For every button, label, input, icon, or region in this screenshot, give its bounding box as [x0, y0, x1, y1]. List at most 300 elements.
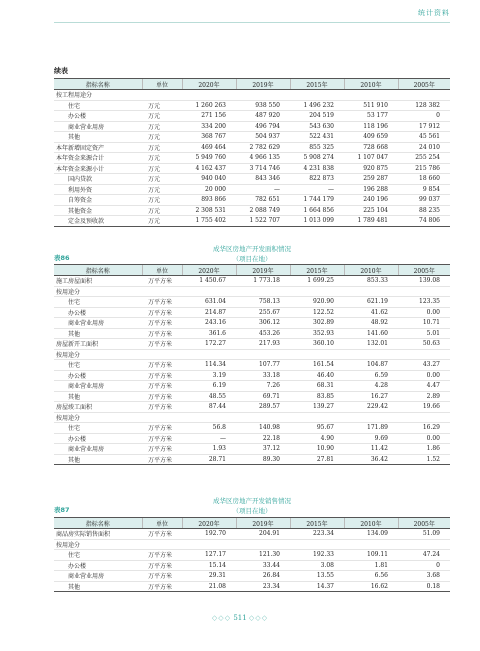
value-cell [398, 286, 450, 297]
row-unit: 万平方米 [142, 360, 182, 371]
row-label: 其他 [54, 581, 142, 592]
value-cell: 43.27 [398, 360, 450, 371]
row-label: 办公楼 [54, 433, 142, 444]
value-cell: 217.93 [236, 339, 290, 350]
row-unit: 万元 [142, 142, 182, 153]
value-cell: 48.55 [182, 391, 236, 402]
value-cell: 243.16 [182, 318, 236, 329]
table-row [54, 454, 450, 465]
value-cell: 229.42 [344, 402, 398, 413]
value-cell: 99 037 [398, 195, 450, 206]
value-cell: 74 806 [398, 216, 450, 227]
value-cell: 1 013 099 [290, 216, 344, 227]
row-unit: 万元 [142, 132, 182, 143]
column-header: 2019年 [236, 265, 290, 276]
value-cell: 5 908 274 [290, 153, 344, 164]
value-cell: 53 177 [344, 111, 398, 122]
row-label: 商业营业用房 [54, 318, 142, 329]
value-cell: 16.62 [344, 581, 398, 592]
value-cell: 16.27 [344, 391, 398, 402]
value-cell: 46.40 [290, 370, 344, 381]
value-cell: 20 000 [182, 184, 236, 195]
value-cell: 225 104 [344, 205, 398, 216]
table-row [54, 307, 450, 318]
row-label: 办公楼 [54, 307, 142, 318]
column-header: 2020年 [182, 79, 236, 90]
row-unit: 万平方米 [142, 571, 182, 582]
table-row [54, 539, 450, 550]
table-row [54, 184, 450, 195]
value-cell: 27.81 [290, 454, 344, 465]
footer-decoration-left: ◇◇◇ [211, 614, 232, 622]
column-header: 单位 [142, 518, 182, 529]
row-label: 办公楼 [54, 111, 142, 122]
table-row [54, 163, 450, 174]
row-unit: 万元 [142, 184, 182, 195]
row-unit: 万平方米 [142, 276, 182, 287]
value-cell: 1 699.25 [290, 276, 344, 287]
value-cell: 88 235 [398, 205, 450, 216]
row-label: 按工程用途分 [54, 90, 142, 101]
row-label: 本年资金来源小计 [54, 163, 142, 174]
value-cell: — [236, 184, 290, 195]
value-cell: 196 288 [344, 184, 398, 195]
row-unit: 万平方米 [142, 529, 182, 540]
row-unit: 万平方米 [142, 581, 182, 592]
value-cell: 2 088 749 [236, 205, 290, 216]
value-cell: 289.57 [236, 402, 290, 413]
value-cell: 1 107 047 [344, 153, 398, 164]
row-label: 按用途分 [54, 539, 142, 550]
value-cell: 3.68 [398, 571, 450, 582]
row-label: 其他 [54, 454, 142, 465]
table-row [54, 205, 450, 216]
table-row [54, 121, 450, 132]
value-cell: 255.67 [236, 307, 290, 318]
table-row [54, 286, 450, 297]
value-cell [182, 412, 236, 423]
value-cell: 1 755 402 [182, 216, 236, 227]
row-label: 住宅 [54, 423, 142, 434]
value-cell: 123.35 [398, 297, 450, 308]
row-unit: 万元 [142, 174, 182, 185]
value-cell: 68.31 [290, 381, 344, 392]
table-row [54, 100, 450, 111]
value-cell: 920 875 [344, 163, 398, 174]
row-label: 办公楼 [54, 370, 142, 381]
value-cell: 368 767 [182, 132, 236, 143]
value-cell [290, 539, 344, 550]
value-cell: 1 522 707 [236, 216, 290, 227]
table87-number: 表87 [54, 506, 70, 514]
value-cell: 2.89 [398, 391, 450, 402]
value-cell: 26.84 [236, 571, 290, 582]
row-label: 办公楼 [54, 560, 142, 571]
value-cell: 122.52 [290, 307, 344, 318]
row-label: 施工房屋面积 [54, 276, 142, 287]
value-cell: 302.89 [290, 318, 344, 329]
value-cell: 16.29 [398, 423, 450, 434]
value-cell: 920.90 [290, 297, 344, 308]
value-cell: 822 873 [290, 174, 344, 185]
value-cell: 453.26 [236, 328, 290, 339]
value-cell: 255 254 [398, 153, 450, 164]
row-label: 商品房实际销售面积 [54, 529, 142, 540]
table-row [54, 370, 450, 381]
value-cell: 940 040 [182, 174, 236, 185]
value-cell: 21.08 [182, 581, 236, 592]
table87-title: 成华区房地产开发销售情况 [213, 497, 291, 505]
value-cell: 7.26 [236, 381, 290, 392]
row-unit [142, 539, 182, 550]
value-cell [236, 90, 290, 101]
row-label: 房屋新开工面积 [54, 339, 142, 350]
table-continued [54, 78, 450, 227]
row-unit: 万元 [142, 216, 182, 227]
value-cell: 522 431 [290, 132, 344, 143]
value-cell: 109.11 [344, 550, 398, 561]
value-cell: 0.00 [398, 370, 450, 381]
value-cell: 1.86 [398, 444, 450, 455]
row-unit: 万平方米 [142, 391, 182, 402]
value-cell: 14.37 [290, 581, 344, 592]
table-row [54, 381, 450, 392]
value-cell: 893 866 [182, 195, 236, 206]
value-cell: 352.93 [290, 328, 344, 339]
value-cell [398, 90, 450, 101]
column-header: 指标名称 [54, 518, 142, 529]
value-cell: 1 450.67 [182, 276, 236, 287]
table86-title-block [54, 244, 450, 253]
value-cell: 87.44 [182, 402, 236, 413]
value-cell: 409 659 [344, 132, 398, 143]
row-unit: 万平方米 [142, 318, 182, 329]
row-unit: 万平方米 [142, 297, 182, 308]
column-header: 2019年 [236, 79, 290, 90]
row-unit: 万平方米 [142, 433, 182, 444]
value-cell: 1 664 856 [290, 205, 344, 216]
value-cell: 4.28 [344, 381, 398, 392]
value-cell [344, 90, 398, 101]
value-cell: 469 464 [182, 142, 236, 153]
value-cell: 10.71 [398, 318, 450, 329]
table-row [54, 529, 450, 540]
value-cell: 4 231 838 [290, 163, 344, 174]
value-cell: 3.19 [182, 370, 236, 381]
column-header: 指标名称 [54, 265, 142, 276]
table-row [54, 216, 450, 227]
value-cell: 0 [398, 560, 450, 571]
value-cell: 511 910 [344, 100, 398, 111]
value-cell: 3 714 746 [236, 163, 290, 174]
row-unit: 万元 [142, 163, 182, 174]
value-cell: 118 196 [344, 121, 398, 132]
value-cell: 240 196 [344, 195, 398, 206]
value-cell: 104.87 [344, 360, 398, 371]
value-cell: 171.89 [344, 423, 398, 434]
value-cell: 107.77 [236, 360, 290, 371]
column-header: 单位 [142, 79, 182, 90]
value-cell: 29.31 [182, 571, 236, 582]
table-row [54, 90, 450, 101]
value-cell: 1 260 263 [182, 100, 236, 111]
row-label: 国内贷款 [54, 174, 142, 185]
value-cell: 13.55 [290, 571, 344, 582]
row-label: 其他资金 [54, 205, 142, 216]
row-label: 商业营业用房 [54, 121, 142, 132]
value-cell: 621.19 [344, 297, 398, 308]
column-header: 2010年 [344, 518, 398, 529]
row-unit: 万元 [142, 153, 182, 164]
value-cell: 33.44 [236, 560, 290, 571]
value-cell: 9 854 [398, 184, 450, 195]
value-cell: 504 937 [236, 132, 290, 143]
table-row [54, 571, 450, 582]
value-cell [236, 539, 290, 550]
row-label: 其他 [54, 132, 142, 143]
column-header: 2010年 [344, 79, 398, 90]
value-cell: 204.91 [236, 529, 290, 540]
value-cell: 360.10 [290, 339, 344, 350]
value-cell: 17 912 [398, 121, 450, 132]
table87 [54, 517, 450, 592]
table-row [54, 132, 450, 143]
value-cell: 23.34 [236, 581, 290, 592]
value-cell: 51.09 [398, 529, 450, 540]
value-cell: 139.08 [398, 276, 450, 287]
value-cell: 45 561 [398, 132, 450, 143]
value-cell: 192.33 [290, 550, 344, 561]
value-cell: 2 308 531 [182, 205, 236, 216]
table-row [54, 550, 450, 561]
row-unit [142, 286, 182, 297]
row-label: 按用途分 [54, 286, 142, 297]
value-cell: 1 744 179 [290, 195, 344, 206]
value-cell: 1.93 [182, 444, 236, 455]
table-row [54, 581, 450, 592]
row-unit: 万元 [142, 100, 182, 111]
value-cell: 215 786 [398, 163, 450, 174]
value-cell: 4 162 437 [182, 163, 236, 174]
investment-table [54, 78, 450, 227]
row-unit: 万平方米 [142, 328, 182, 339]
table-row [54, 349, 450, 360]
table-row [54, 142, 450, 153]
value-cell: 938 550 [236, 100, 290, 111]
value-cell: 47.24 [398, 550, 450, 561]
row-unit: 万平方米 [142, 307, 182, 318]
row-label: 商业营业用房 [54, 571, 142, 582]
table-row [54, 174, 450, 185]
table-row [54, 111, 450, 122]
table86-subtitle-block [54, 254, 450, 263]
row-label: 商业营业用房 [54, 444, 142, 455]
table-row [54, 318, 450, 329]
value-cell: 334 200 [182, 121, 236, 132]
row-unit: 万平方米 [142, 444, 182, 455]
value-cell: 5 949 760 [182, 153, 236, 164]
sales-table [54, 517, 450, 592]
value-cell [182, 286, 236, 297]
table-row [54, 339, 450, 350]
page-number: 511 [233, 614, 247, 622]
value-cell: 33.18 [236, 370, 290, 381]
area-table [54, 264, 450, 465]
value-cell [290, 412, 344, 423]
row-label: 商业营业用房 [54, 381, 142, 392]
value-cell [344, 539, 398, 550]
value-cell: 15.14 [182, 560, 236, 571]
table-row [54, 402, 450, 413]
value-cell: 0.18 [398, 581, 450, 592]
row-unit [142, 412, 182, 423]
table-row [54, 297, 450, 308]
row-label: 其他 [54, 391, 142, 402]
value-cell: 140.98 [236, 423, 290, 434]
value-cell: 6.59 [344, 370, 398, 381]
value-cell: 1 789 481 [344, 216, 398, 227]
value-cell: 0 [398, 111, 450, 122]
row-unit [142, 90, 182, 101]
value-cell: 41.62 [344, 307, 398, 318]
value-cell: 1.81 [344, 560, 398, 571]
value-cell: 306.12 [236, 318, 290, 329]
value-cell: 139.27 [290, 402, 344, 413]
table-row [54, 391, 450, 402]
table87-subtitle-block [54, 506, 450, 515]
value-cell: 782 651 [236, 195, 290, 206]
row-unit [142, 349, 182, 360]
value-cell: 128 382 [398, 100, 450, 111]
value-cell [398, 539, 450, 550]
value-cell [344, 349, 398, 360]
value-cell: 0.00 [398, 307, 450, 318]
value-cell [290, 286, 344, 297]
value-cell [290, 90, 344, 101]
value-cell: 543 630 [290, 121, 344, 132]
row-label: 自筹资金 [54, 195, 142, 206]
column-header: 单位 [142, 265, 182, 276]
value-cell: 4.47 [398, 381, 450, 392]
value-cell: 1.52 [398, 454, 450, 465]
value-cell: 37.12 [236, 444, 290, 455]
column-header: 2015年 [290, 265, 344, 276]
row-unit: 万平方米 [142, 454, 182, 465]
table-row [54, 433, 450, 444]
value-cell: 10.90 [290, 444, 344, 455]
table-row [54, 444, 450, 455]
value-cell: 95.67 [290, 423, 344, 434]
row-label: 按用途分 [54, 349, 142, 360]
table-row [54, 412, 450, 423]
row-unit: 万平方米 [142, 381, 182, 392]
value-cell: 114.34 [182, 360, 236, 371]
value-cell: 22.18 [236, 433, 290, 444]
row-unit: 万平方米 [142, 560, 182, 571]
table-row [54, 423, 450, 434]
value-cell: 19.66 [398, 402, 450, 413]
column-header: 2015年 [290, 79, 344, 90]
value-cell: 48.92 [344, 318, 398, 329]
value-cell: 259 287 [344, 174, 398, 185]
value-cell [182, 539, 236, 550]
value-cell: 192.70 [182, 529, 236, 540]
page-footer [0, 614, 480, 622]
value-cell: 1 773.18 [236, 276, 290, 287]
column-header: 2020年 [182, 265, 236, 276]
value-cell: 853.33 [344, 276, 398, 287]
column-header: 指标名称 [54, 79, 142, 90]
column-header: 2010年 [344, 265, 398, 276]
value-cell: 1 496 232 [290, 100, 344, 111]
running-header [54, 8, 450, 23]
column-header: 2005年 [398, 518, 450, 529]
value-cell [344, 412, 398, 423]
value-cell [236, 412, 290, 423]
value-cell: 223.34 [290, 529, 344, 540]
row-unit: 万元 [142, 195, 182, 206]
column-header: 2020年 [182, 518, 236, 529]
value-cell: 5.01 [398, 328, 450, 339]
value-cell: 141.60 [344, 328, 398, 339]
value-cell: 0.00 [398, 433, 450, 444]
row-label: 其他 [54, 328, 142, 339]
value-cell: 496 794 [236, 121, 290, 132]
table-row [54, 328, 450, 339]
value-cell [236, 349, 290, 360]
value-cell: 4.90 [290, 433, 344, 444]
value-cell: 121.30 [236, 550, 290, 561]
column-header: 2005年 [398, 265, 450, 276]
column-header: 2015年 [290, 518, 344, 529]
row-label: 本年新增固定资产 [54, 142, 142, 153]
value-cell: 487 920 [236, 111, 290, 122]
value-cell: 271 156 [182, 111, 236, 122]
value-cell: 127.17 [182, 550, 236, 561]
value-cell: 2 782 629 [236, 142, 290, 153]
row-label: 住宅 [54, 360, 142, 371]
row-unit: 万平方米 [142, 402, 182, 413]
row-label: 本年资金来源合计 [54, 153, 142, 164]
value-cell: 214.87 [182, 307, 236, 318]
row-unit: 万平方米 [142, 370, 182, 381]
value-cell: — [182, 433, 236, 444]
row-unit: 万平方米 [142, 550, 182, 561]
value-cell: 728 668 [344, 142, 398, 153]
table-row [54, 153, 450, 164]
value-cell: 50.63 [398, 339, 450, 350]
value-cell: 161.54 [290, 360, 344, 371]
value-cell [236, 286, 290, 297]
value-cell: 18 660 [398, 174, 450, 185]
value-cell: 855 325 [290, 142, 344, 153]
value-cell: 172.27 [182, 339, 236, 350]
value-cell: 134.09 [344, 529, 398, 540]
table-row [54, 360, 450, 371]
row-unit: 万平方米 [142, 423, 182, 434]
table86 [54, 264, 450, 465]
value-cell: 843 346 [236, 174, 290, 185]
value-cell: 361.6 [182, 328, 236, 339]
value-cell: 89.30 [236, 454, 290, 465]
value-cell: — [290, 184, 344, 195]
table87-title-block [54, 496, 450, 505]
value-cell: 24 010 [398, 142, 450, 153]
row-label: 利用外资 [54, 184, 142, 195]
value-cell: 56.8 [182, 423, 236, 434]
column-header: 2019年 [236, 518, 290, 529]
value-cell [182, 90, 236, 101]
